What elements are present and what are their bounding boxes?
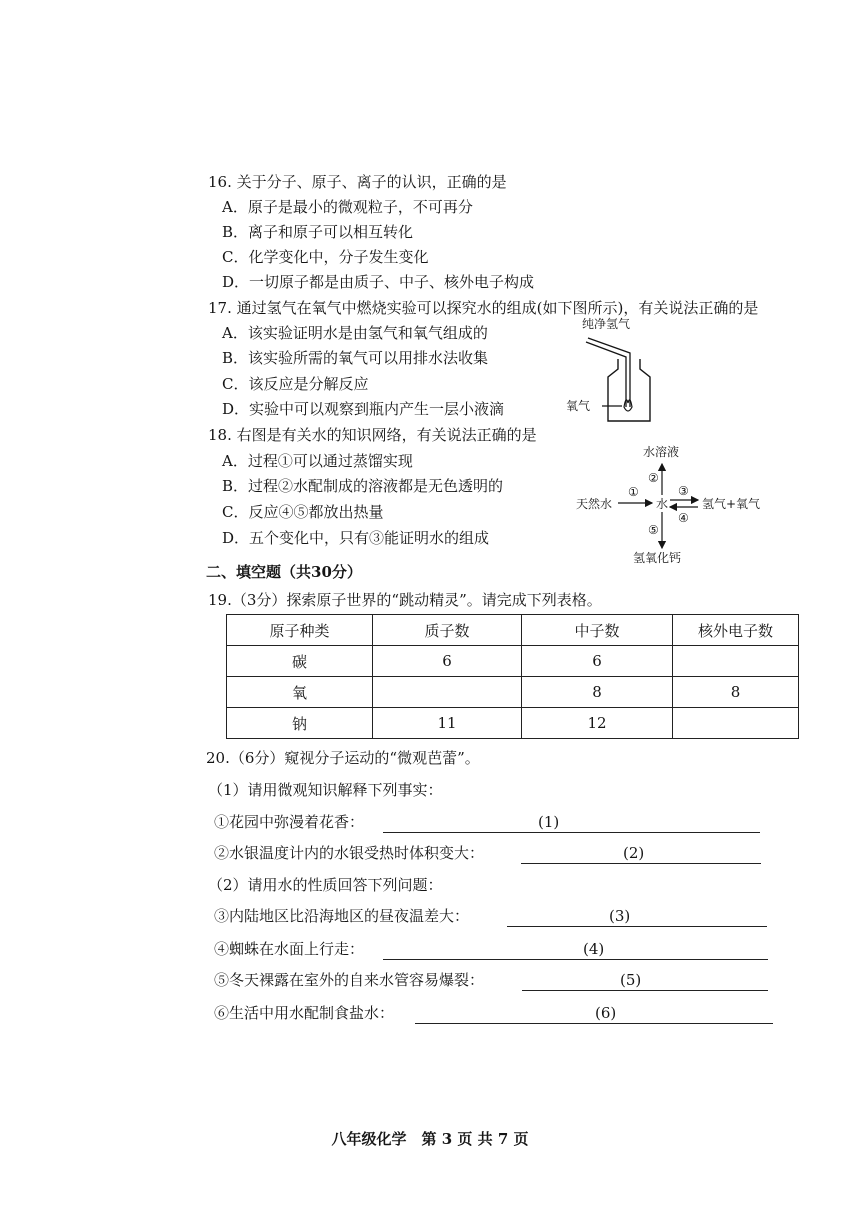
q18-option-c: C．反应④⑤都放出热量 [222, 503, 384, 521]
node-hydroxide: 氢氧化钙 [633, 551, 682, 565]
q18-option-a: A．过程①可以通过蒸馏实现 [222, 452, 413, 470]
hydrogen-combustion-figure [560, 315, 670, 425]
svg-text:④: ④ [678, 511, 689, 525]
q20-item-5: ⑤冬天裸露在室外的自来水管容易爆裂： [214, 971, 485, 989]
q20-item-6: ⑥生活中用水配制食盐水： [214, 1004, 395, 1022]
answer-blank-3[interactable]: (3) [507, 906, 767, 927]
answer-cell[interactable] [373, 677, 522, 708]
table-cell: 6 [373, 646, 522, 677]
table-header-row [227, 615, 799, 646]
answer-cell[interactable] [673, 708, 799, 739]
q20-item-1: ①花园中弥漫着花香： [214, 813, 365, 831]
q17-option-b: B．该实验所需的氧气可以用排水法收集 [222, 349, 489, 367]
svg-text:⑤: ⑤ [648, 523, 659, 537]
q17-option-d: D．实验中可以观察到瓶内产生一层小液滴 [222, 400, 505, 418]
header-atom-type: 原子种类 [227, 615, 373, 646]
flame-icon [624, 400, 632, 411]
header-electrons: 核外电子数 [673, 615, 799, 646]
table-cell: 11 [373, 708, 522, 739]
fig-label-oxygen: 氧气 [566, 399, 591, 413]
svg-text:①: ① [628, 485, 639, 499]
q18-option-b: B．过程②水配制成的溶液都是无色透明的 [222, 477, 504, 495]
q17-option-c: C．该反应是分解反应 [222, 375, 369, 393]
q16-option-d: D．一切原子都是由质子、中子、核外电子构成 [222, 273, 535, 291]
node-gases: 氢气+氧气 [702, 497, 761, 511]
table-row [227, 646, 799, 677]
gas-tube [588, 338, 630, 407]
answer-blank-5[interactable]: (5) [522, 970, 768, 991]
answer-blank-4[interactable]: (4) [383, 939, 768, 960]
gas-bottle [608, 359, 650, 421]
table-row [227, 677, 799, 708]
q20-stem: 20.（6分）窥视分子运动的“微观芭蕾”。 [206, 749, 480, 767]
atom-structure-table [226, 614, 799, 739]
q20-item-2: ②水银温度计内的水银受热时体积变大： [214, 844, 485, 862]
table-cell: 8 [522, 677, 673, 708]
section-title-fill-in: 二、填空题（共30分） [206, 563, 362, 581]
table-cell: 12 [522, 708, 673, 739]
q16-option-b: B．离子和原子可以相互转化 [222, 223, 414, 241]
table-cell: 碳 [227, 646, 373, 677]
header-neutrons: 中子数 [522, 615, 673, 646]
node-solution: 水溶液 [643, 445, 680, 459]
header-protons: 质子数 [373, 615, 522, 646]
table-cell: 氧 [227, 677, 373, 708]
water-network-diagram [570, 440, 780, 570]
fig-label-hydrogen: 纯净氢气 [582, 317, 631, 331]
table-cell: 6 [522, 646, 673, 677]
q20-part2: （2）请用水的性质回答下列问题： [208, 876, 443, 894]
svg-text:③: ③ [678, 484, 689, 498]
node-natural-water: 天然水 [576, 497, 613, 511]
page-footer: 八年级化学 第 3 页 共 7 页 [331, 1130, 529, 1148]
node-water: 水 [656, 497, 669, 511]
answer-blank-1[interactable]: (1) [383, 812, 760, 833]
q20-item-4: ④蜘蛛在水面上行走： [214, 940, 365, 958]
q16-option-a: A．原子是最小的微观粒子，不可再分 [222, 198, 473, 216]
answer-blank-6[interactable]: (6) [415, 1003, 773, 1024]
q19-stem: 19.（3分）探索原子世界的“跳动精灵”。请完成下列表格。 [208, 591, 602, 609]
q17-option-a: A．该实验证明水是由氢气和氧气组成的 [222, 324, 488, 342]
answer-cell[interactable] [673, 646, 799, 677]
q18-stem: 18. 右图是有关水的知识网络，有关说法正确的是 [208, 426, 537, 444]
q20-part1: （1）请用微观知识解释下列事实： [208, 781, 443, 799]
table-row [227, 708, 799, 739]
q18-option-d: D．五个变化中，只有③能证明水的组成 [222, 529, 490, 547]
q20-item-3: ③内陆地区比沿海地区的昼夜温差大： [214, 907, 470, 925]
table-cell: 钠 [227, 708, 373, 739]
table-cell: 8 [673, 677, 799, 708]
answer-blank-2[interactable]: (2) [521, 843, 761, 864]
q16-option-c: C．化学变化中，分子发生变化 [222, 248, 429, 266]
q17-stem: 17. 通过氢气在氧气中燃烧实验可以探究水的组成(如下图所示)，有关说法正确的是 [208, 299, 759, 317]
q16-stem: 16. 关于分子、原子、离子的认识，正确的是 [208, 173, 507, 191]
svg-text:②: ② [648, 471, 659, 485]
